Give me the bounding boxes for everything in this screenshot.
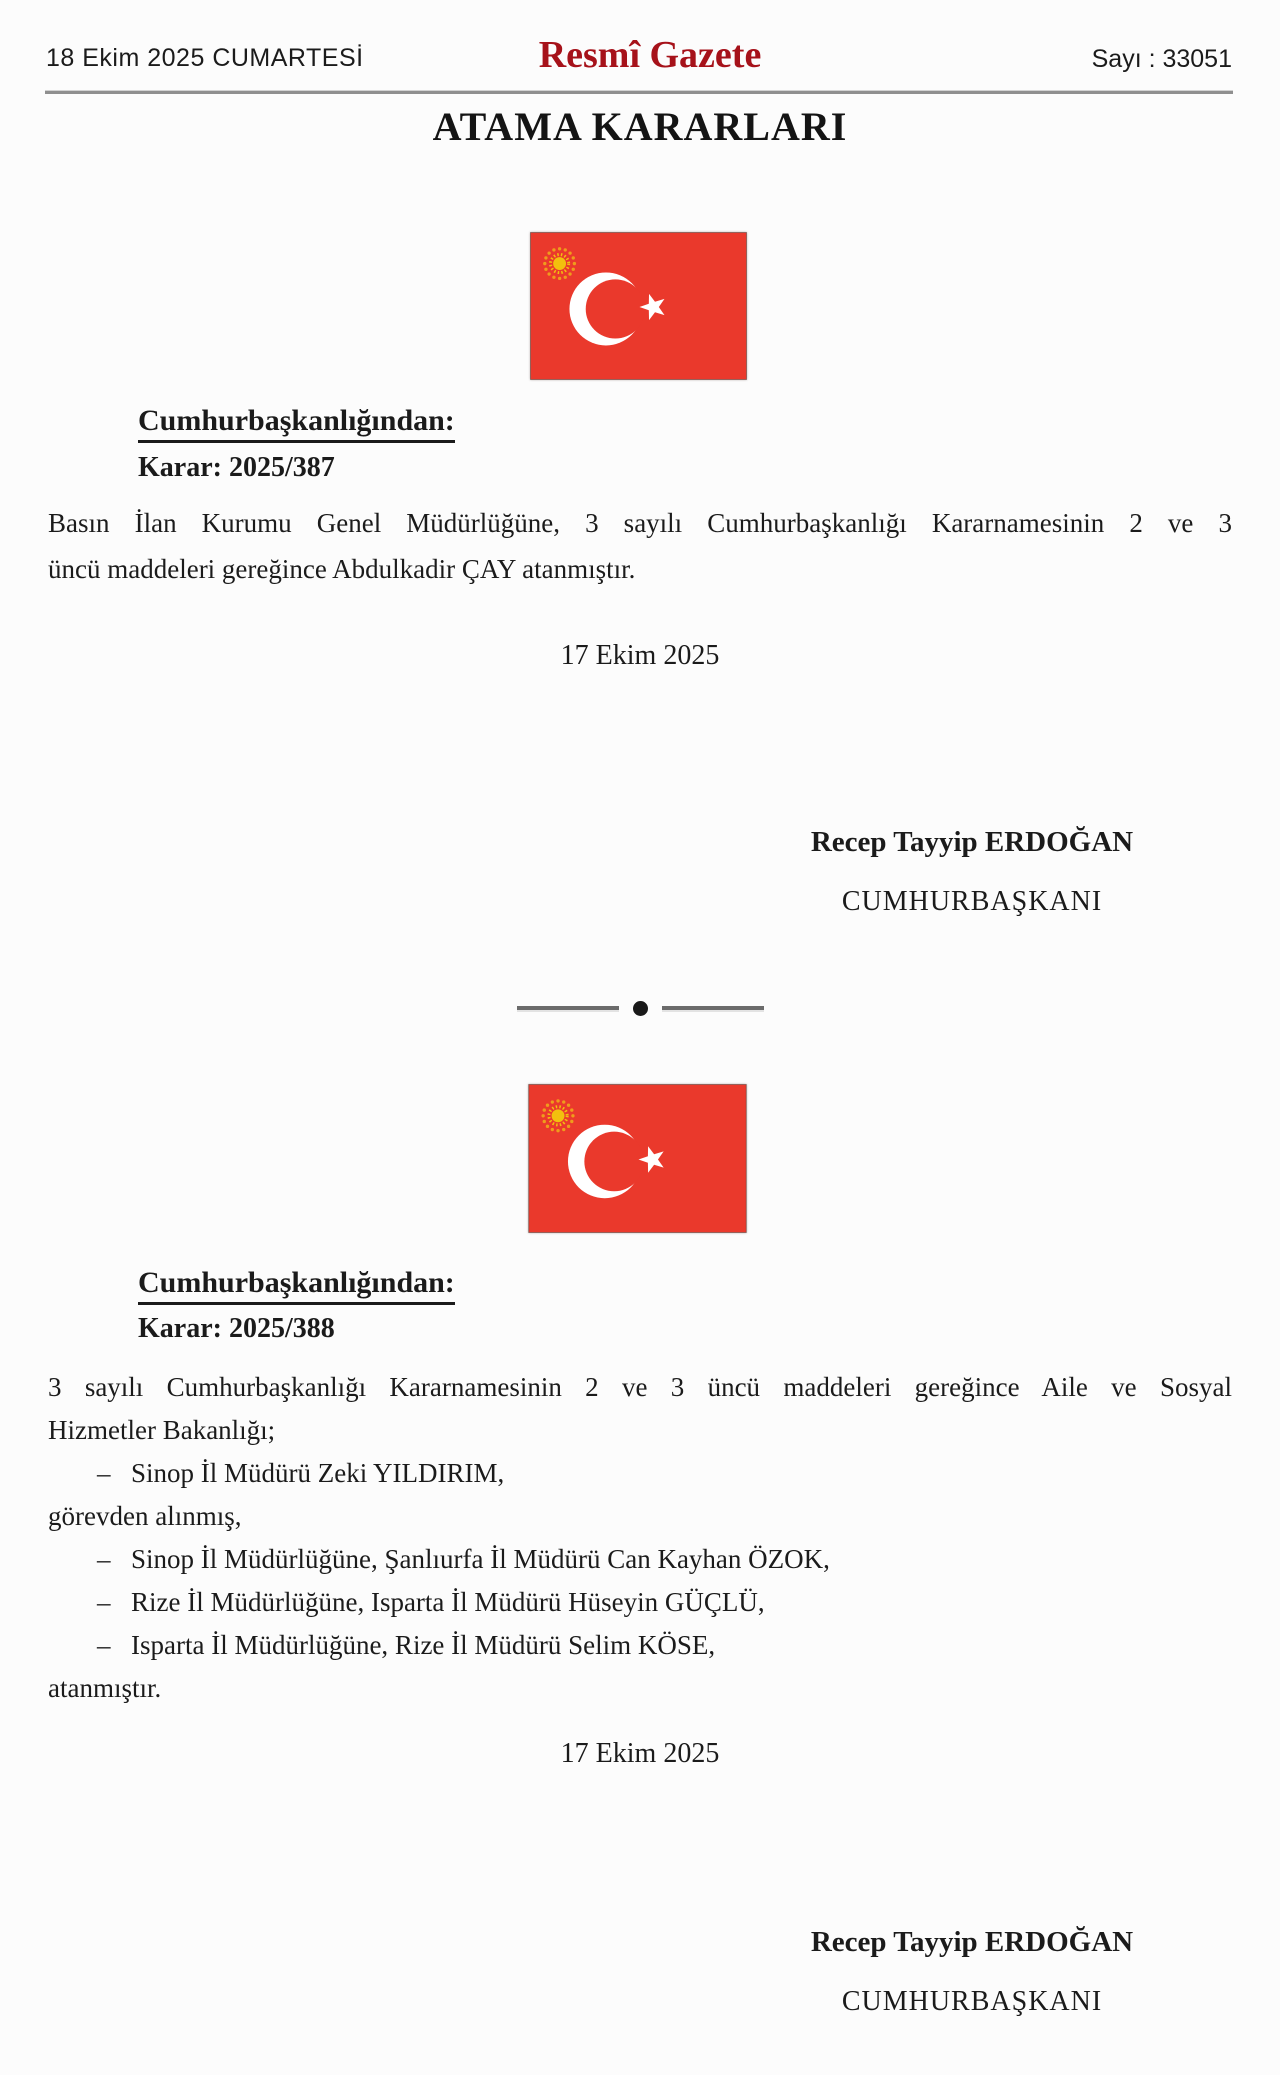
decree1-body-line: üncü maddeleri gereğince Abdulkadir ÇAY atanmıştır. — [48, 554, 636, 584]
decree2-body-line: Hizmetler Bakanlığı; — [48, 1415, 276, 1445]
section-title: ATAMA KARARLARI — [432, 104, 848, 149]
decree2-body-line: 3 sayılı Cumhurbaşkanlığı Kararnamesinin 2 ve 3 üncü maddeleri gereğince Aile ve Sosyal — [48, 1372, 1232, 1402]
decree1-body-line: Basın İlan Kurumu Genel Müdürlüğüne, 3 sayılı Cumhurbaşkanlığı Kararnamesinin 2 ve 3 — [48, 508, 1232, 538]
header-divider — [45, 90, 1233, 94]
gazette-title: Resmî Gazete — [538, 34, 762, 76]
header-date: 18 Ekim 2025 CUMARTESİ — [46, 44, 364, 72]
separator-dot — [633, 1001, 648, 1016]
list-dash: – — [97, 1587, 111, 1617]
list-item-text: Sinop İl Müdürü Zeki YILDIRIM, — [131, 1458, 505, 1488]
decree2-list-item — [48, 1542, 1232, 1576]
list-item-text: Isparta İl Müdürlüğüne, Rize İl Müdürü Selim KÖSE, — [131, 1630, 716, 1660]
list-dash: – — [97, 1544, 111, 1574]
decree2-authority-heading: Cumhurbaşkanlığından: — [138, 1266, 455, 1305]
decree2-signature-title: CUMHURBAŞKANI — [841, 1986, 1103, 2017]
list-item-text: Rize İl Müdürlüğüne, Isparta İl Müdürü Hüseyin GÜÇLÜ, — [131, 1587, 765, 1617]
separator-line — [517, 1006, 619, 1010]
decree2-list-item — [48, 1628, 1232, 1662]
decree2-body-line: atanmıştır. — [48, 1673, 162, 1703]
decree-separator — [0, 998, 1280, 1018]
decree2-body-line: görevden alınmış, — [48, 1501, 242, 1531]
decree1-authority-heading: Cumhurbaşkanlığından: — [138, 404, 455, 443]
decree2-date: 17 Ekim 2025 — [560, 1738, 720, 1769]
list-dash: – — [97, 1630, 111, 1660]
decree2-signature-name: Recep Tayyip ERDOĞAN — [810, 1926, 1134, 1958]
decree1-decision-number: Karar: 2025/387 — [138, 452, 335, 483]
turkish-flag-icon — [528, 1084, 747, 1233]
turkish-flag-icon — [530, 232, 747, 380]
list-item-text: Sinop İl Müdürlüğüne, Şanlıurfa İl Müdürü Can Kayhan ÖZOK, — [131, 1544, 830, 1574]
decree2-list-item — [48, 1585, 1232, 1619]
separator-line — [662, 1006, 764, 1010]
decree1-signature-name: Recep Tayyip ERDOĞAN — [810, 826, 1134, 858]
issue-number: Sayı : 33051 — [1091, 45, 1232, 73]
decree2-list-item — [48, 1456, 1232, 1490]
decree2-decision-number: Karar: 2025/388 — [138, 1313, 335, 1344]
decree1-date: 17 Ekim 2025 — [560, 640, 720, 671]
decree1-signature-title: CUMHURBAŞKANI — [841, 886, 1103, 917]
list-dash: – — [97, 1458, 111, 1488]
